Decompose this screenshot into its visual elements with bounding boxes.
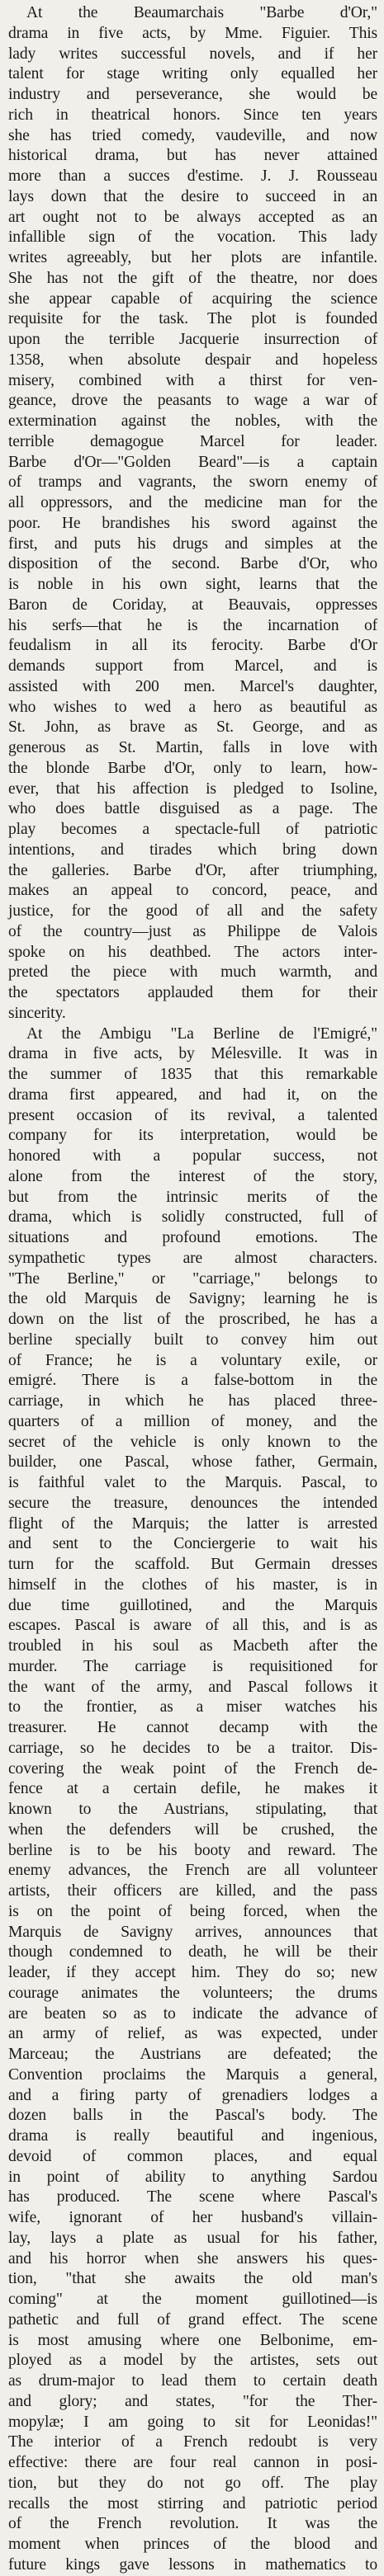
text-line: escapes. Pascal is aware of all this, and is as (8, 1617, 377, 1635)
text-line: ever, that his affection is pledged to Isoline, (8, 779, 377, 798)
text-line: drama in five acts, by Mme. Figuier. This (8, 24, 377, 42)
text-line: covering the weak point of the French de- (8, 1759, 377, 1778)
text-line: who does battle disguised as a page. The (8, 800, 377, 818)
text-line: an army of relief, as was expected, under (8, 2025, 377, 2043)
text-line: of the country—just as Philippe de Valois (8, 922, 377, 940)
text-line: enemy advances, the French are all volunteer (8, 1862, 377, 1880)
text-line: alone from the interest of the story, (8, 1167, 377, 1185)
text-line: Convention proclaims the Marquis a general, (8, 2065, 377, 2084)
text-line: Barbe d'Or—"Golden Beard"—is a captain (8, 453, 377, 471)
text-line: sincerity. (8, 1004, 66, 1022)
text-line: St. John, as brave as St. George, and as (8, 718, 377, 737)
text-line: drama in five acts, by Mélesville. It was in (8, 1045, 377, 1063)
text-line: Marquis de Savigny arrives, announces that (8, 1923, 377, 1941)
text-line: the want of the army, and Pascal follows it (8, 1678, 377, 1696)
text-line: turn for the scaffold. But Germain dresses (8, 1556, 377, 1573)
paragraph-berline-emigre (8, 1024, 377, 2576)
text-line: wife, ignorant of her husband's villain- (8, 2209, 377, 2226)
text-line: when the defenders will be crushed, the (8, 1820, 377, 1839)
text-line: though condemned to death, he will be their (8, 1943, 377, 1961)
text-line: fence at a certain defile, he makes it (8, 1780, 377, 1798)
text-line: lays down that the desire to succeed in an (8, 187, 377, 205)
text-line: disposition of the second. Barbe d'Or, who (8, 555, 377, 573)
text-line: future kings gave lessons in mathematics to (8, 2555, 377, 2574)
text-line: but from the intrinsic merits of the (8, 1188, 377, 1206)
text-line: courage animates the volunteers; the drums (8, 1984, 377, 2002)
text-line: intentions, and tirades which bring down (8, 841, 377, 859)
text-line: secret of the vehicle is only known to the (8, 1433, 377, 1451)
text-line: moment when princes of the blood and (8, 2536, 377, 2553)
text-line: drama first appeared, and had it, on the (8, 1085, 377, 1104)
text-line: quarters of a million of money, and the (8, 1412, 377, 1430)
text-line: the summer of 1835 that this remarkable (8, 1066, 377, 1083)
text-line: and sent to the Conciergerie to wait his (8, 1535, 377, 1553)
text-line: of France; he is a voluntary exile, or (8, 1351, 377, 1369)
text-line: leader, if they accept him. They do so; new (8, 1964, 377, 1981)
text-line: berline specially built to convey him out (8, 1330, 377, 1349)
text-line: tion, "that she awaits the old man's (8, 2270, 377, 2288)
text-line: poor. He brandishes his sword against the (8, 514, 377, 532)
text-line: demands support from Marcel, and is (8, 657, 377, 675)
text-line: extermination against the nobles, with the (8, 412, 377, 430)
text-line: coming" at the moment guillotined—is (8, 2291, 377, 2308)
text-line: murder. The carriage is requisitioned for (8, 1657, 377, 1675)
text-line: drama, which is solidly constructed, full of (8, 1208, 377, 1227)
text-line: tion, but they do not go off. The play (8, 2474, 377, 2492)
text-line: dozen balls in the Pascal's body. The (8, 2107, 377, 2125)
text-line: carriage, in which he has placed three- (8, 1392, 377, 1410)
text-line: devoid of common places, and equal (8, 2147, 377, 2165)
text-line: misery, combined with a thirst for ven- (8, 371, 377, 389)
text-line: is noble in his own sight, learns that the (8, 576, 377, 593)
text-line: play becomes a spectacle-full of patriotic (8, 821, 377, 838)
text-line: writes agreeably, but her plots are infantile. (8, 249, 377, 266)
text-line: treasurer. He cannot decamp with the (8, 1719, 377, 1736)
text-line: At the Ambigu "La Berline de l'Emigré," (26, 1024, 377, 1043)
text-line: is faithful valet to the Marquis. Pascal, to (8, 1474, 377, 1491)
text-line: carriage, so he decides to be a traitor. Dis- (8, 1739, 377, 1757)
text-line: makes an appeal to concord, peace, and (8, 882, 377, 900)
text-line: emigré. There is a false-bottom in the (8, 1372, 377, 1390)
text-line: infallible sign of the vocation. This lady (8, 228, 377, 247)
text-line: requisite for the task. The plot is founded (8, 310, 377, 328)
text-line: drama is really beautiful and ingenious, (8, 2127, 377, 2145)
text-line: flight of the Marquis; the latter is arrested (8, 1514, 377, 1533)
text-line: lady writes successful novels, and if her (8, 45, 377, 63)
text-line: due time guillotined, and the Marquis (8, 1596, 377, 1614)
text-line: to the frontier, as a miser watches his (8, 1698, 377, 1717)
text-line: lay, lays a plate as usual for his father, (8, 2229, 377, 2247)
text-line: down on the list of the proscribed, he has a (8, 1311, 377, 1328)
text-line: effective: there are four real cannon in posi- (8, 2454, 377, 2471)
text-line: the galleries. Barbe d'Or, after triumphing, (8, 861, 377, 879)
text-line: feudalism in all its ferocity. Barbe d'Or (8, 637, 377, 655)
text-line: and a firing party of grenadiers lodges a (8, 2086, 377, 2104)
text-line: is on the point of being forced, when the (8, 1902, 377, 1920)
text-line: is most amusing where one Belbonime, em- (8, 2331, 377, 2349)
text-line: builder, one Pascal, whose father, Germain, (8, 1453, 377, 1472)
text-line: berline is to be his booty and reward. The (8, 1841, 377, 1859)
text-line: the blonde Barbe d'Or, only to learn, how- (8, 759, 377, 777)
text-line: who wishes to wed a hero as beautiful as (8, 698, 377, 716)
text-line: ployed as a model by the artistes, sets out (8, 2352, 377, 2370)
text-line: company for its interpretation, would be (8, 1127, 377, 1145)
text-line: himself in the clothes of his master, is in (8, 1575, 377, 1594)
text-line: first, and puts his drugs and simples at the (8, 535, 377, 553)
text-line: The interior of a French redoubt is very (8, 2433, 377, 2451)
text-line: She has not the gift of the theatre, nor does (8, 269, 377, 287)
text-line: present occasion of its revival, a talented (8, 1106, 377, 1124)
text-line: upon the terrible Jacquerie insurrection of (8, 331, 377, 348)
text-line: generous as St. Martin, falls in love with (8, 739, 377, 756)
text-line: pathetic and full of grand effect. The scene (8, 2310, 377, 2329)
text-line: are beaten so as to indicate the advance of (8, 2004, 377, 2023)
text-line: the old Marquis de Savigny; learning he is (8, 1290, 377, 1308)
text-line: she appear capable of acquiring the science (8, 290, 377, 308)
text-line: 1358, when absolute despair and hopeless (8, 351, 377, 369)
text-line: and his horror when she answers his ques- (8, 2249, 377, 2268)
text-line: geance, drove the peasants to wage a war of (8, 392, 377, 410)
text-line: industry and perseverance, she would be (8, 86, 377, 103)
text-line: troubled in his soul as Macbeth after the (8, 1637, 377, 1655)
text-line: Marceau; the Austrians are defeated; the (8, 2046, 377, 2063)
text-line: mopylæ; I am going to sit for Leonidas!" (8, 2413, 377, 2431)
text-line: of the French revolution. It was the (8, 2515, 377, 2533)
text-line: situations and profound emotions. The (8, 1229, 377, 1246)
text-line: his serfs—that he is the incarnation of (8, 616, 377, 634)
text-line: historical drama, but has never attained (8, 147, 377, 165)
text-line: spoke on his deathbed. The actors inter- (8, 943, 377, 961)
text-line: more than a succes d'estime. J. J. Rousseau (8, 167, 377, 185)
text-line: preted the piece with much warmth, and (8, 963, 377, 982)
text-line: rich in theatrical honors. Since ten years (8, 106, 377, 124)
text-line: she has tried comedy, vaudeville, and now (8, 126, 377, 144)
text-line: artists, their officers are killed, and the pass (8, 1882, 377, 1900)
text-line: assisted with 200 men. Marcel's daughter, (8, 677, 377, 695)
text-line: honored with a popular success, not (8, 1147, 377, 1165)
text-line: has produced. The scene where Pascal's (8, 2188, 377, 2206)
text-line: talent for stage writing only equalled her (8, 65, 377, 83)
paragraph-barbe-dor (8, 3, 377, 1024)
text-line: as drum-major to lead them to certain death (8, 2372, 377, 2390)
text-line: and glory; and states, "for the Ther- (8, 2392, 377, 2410)
text-line: sympathetic types are almost characters. (8, 1249, 377, 1267)
text-line: Baron de Coriday, at Beauvais, oppresses (8, 596, 377, 614)
text-line: justice, for the good of all and the safety (8, 902, 377, 920)
text-line: At the Beaumarchais "Barbe d'Or," (26, 4, 377, 21)
text-line: in point of ability to anything Sardou (8, 2168, 377, 2186)
text-line: "The Berline," or "carriage," belongs to (8, 1269, 377, 1288)
text-line: secure the treasure, denounces the intended (8, 1494, 377, 1512)
text-line: known to the Austrians, stipulating, that (8, 1801, 377, 1818)
text-line: recalls the most stirring and patriotic period (8, 2494, 377, 2512)
text-line: of tramps and vagrants, the sworn enemy of (8, 473, 377, 492)
text-line: all oppressors, and the medicine man for the (8, 494, 377, 511)
text-line: art ought not to be always accepted as an (8, 208, 377, 226)
text-line: the spectators applauded them for their (8, 984, 377, 1001)
text-line: terrible demagogue Marcel for leader. (8, 432, 377, 450)
